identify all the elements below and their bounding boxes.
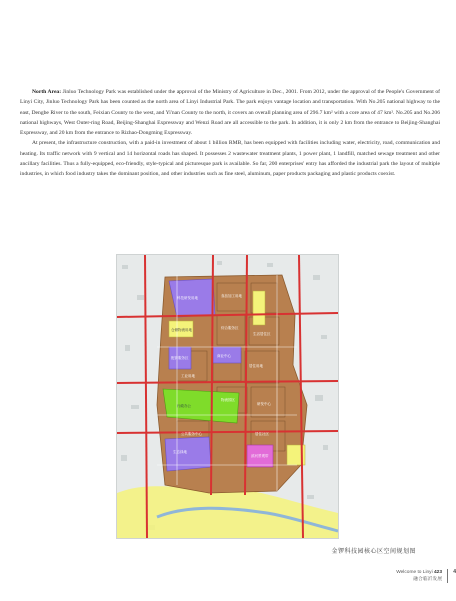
paragraph-2: At present, the infrastructure construction, with a paid-in investment of about 1 billion RMB, has been equipped with facilities including water, electricity, road, communication and heating. Its traffic network with 9 vertical and 14 horizontal roads has shaped. It possesses 2 wastewater treatment plants, 1 power plant, 1 landfill, matched sewage treatment and other ancillary facilities. Thus a fully-equipped, eco-friendly, style-typical and picturesque park is available. So far, 200 enterprises' entry has afforded the industrial park the layout of multiple industries, in which food industry takes the dominant position, and other industries such as fine steel, aluminum, paper products packaging and plastic products coexist.	[20, 140, 440, 178]
figure-caption: 金锣科技园核心区空间规划图	[331, 548, 416, 555]
map-label-16: 居住社区	[255, 432, 269, 436]
map-label-9: 工业用地	[181, 374, 195, 378]
footer-line-2: 融合临沂发展	[413, 577, 442, 582]
footer-welcome: Welcome to Linyi	[396, 570, 433, 575]
planning-map-svg	[117, 255, 338, 538]
map-label-13: 生态绿地	[173, 450, 187, 454]
map-label-1: 科技研发用地	[177, 296, 198, 300]
article-body	[20, 87, 440, 180]
paragraph-1-text: Jinluo Technology Park was established under the approval of the Ministry of Agriculture in Dec., 2001. From 2012, under the approval of the People's Government of Linyi City, Jinluo Technology Park has been counted as the north area of Linyi Industrial Park. The park enjoys vantage location and transportation. With No.205 national highway to the east, Dengbe River to the south, Feixian County to the west, and Yi'nan County to the north, it covers an overall planning area of 296.7 km² with a core area of 47 km². No.205 and No.206 national highways, West Outer-ring Road, Beijing-Shanghai Expressway and Wenzi Road are all accessible to the park. In addition, it is only 2 km from the entrance to Beijing-Shanghai Expressway, and 20 km from the entrance to Rizhao-Dongming Expressway.	[20, 89, 440, 137]
map-label-11: 物流园区	[221, 398, 235, 402]
map-label-2: 食品加工用地	[221, 294, 242, 298]
zone-green	[163, 389, 239, 423]
planning-map	[117, 255, 338, 538]
footer-line-1	[396, 569, 442, 576]
map-label-12: 研发中心	[257, 402, 271, 406]
paragraph-1	[20, 87, 440, 138]
page-footer	[396, 569, 442, 583]
map-label-14: 滨河景观带	[251, 454, 269, 458]
zone-residential-4	[165, 437, 211, 471]
map-label-15: 公共服务中心	[181, 432, 202, 436]
map-label-10: 行政办公	[177, 404, 191, 408]
map-label-6: 配套服务区	[171, 356, 189, 360]
map-label-8: 居住用地	[249, 364, 263, 368]
map-label-7: 商业中心	[217, 354, 231, 358]
zone-yellow-2	[253, 291, 265, 325]
map-label-5: 生活居住区	[253, 332, 271, 336]
map-label-3: 仓储物流用地	[171, 328, 192, 332]
map-label-4: 综合服务区	[221, 326, 239, 330]
footer-edge-mark: 4	[453, 569, 456, 575]
footer-page-number: 423	[433, 570, 442, 575]
footer-divider	[447, 569, 448, 583]
paragraph-1-lead: North Area:	[32, 89, 63, 95]
